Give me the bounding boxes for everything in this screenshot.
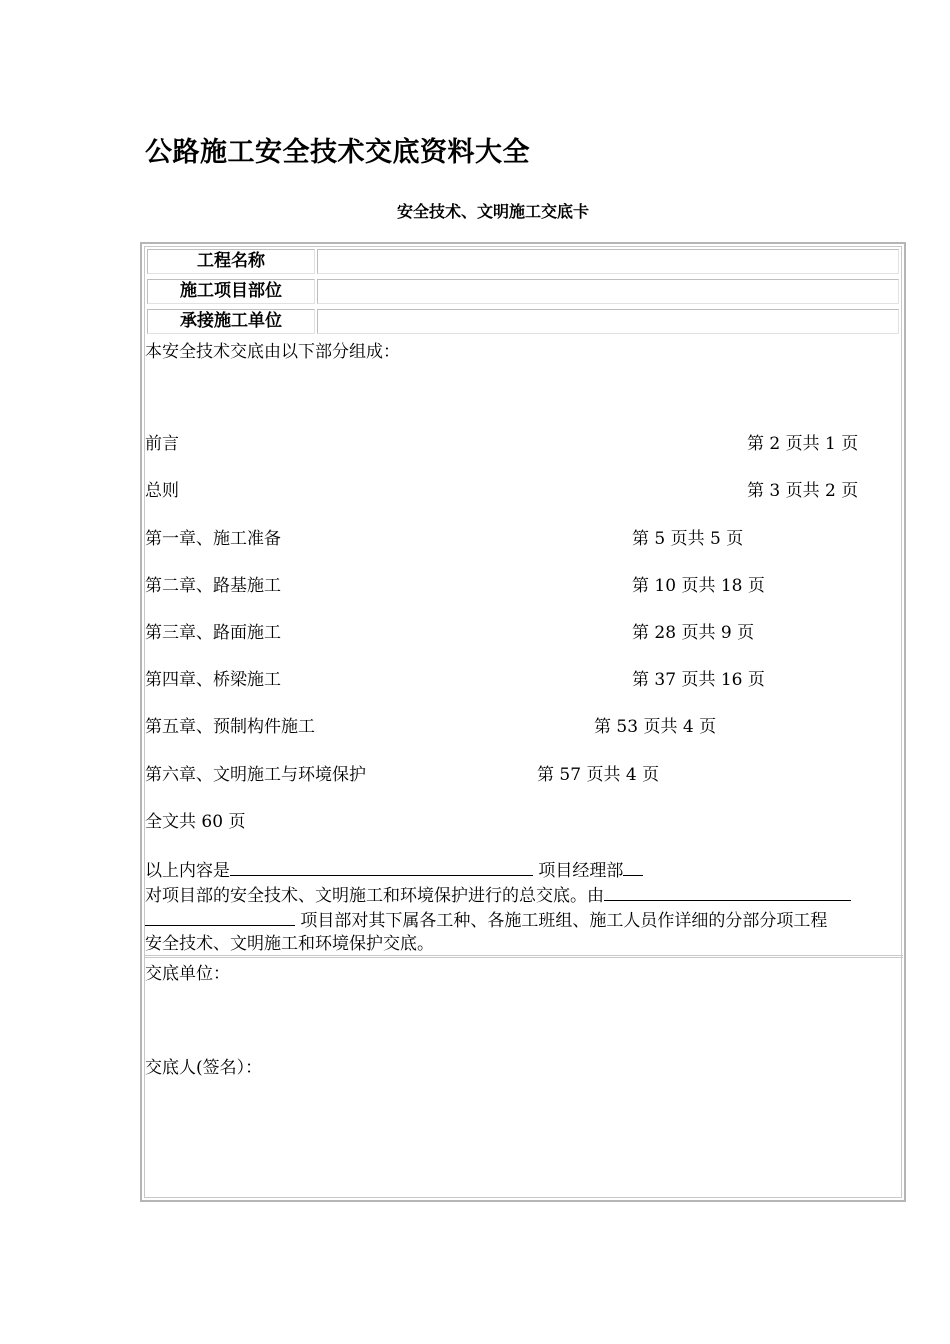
toc-item-name: 第三章、路面施工 — [145, 623, 281, 643]
signoff-unit-label: 交底单位： — [145, 964, 230, 984]
toc-item-name: 第一章、施工准备 — [145, 529, 281, 549]
blank-underline[interactable] — [230, 858, 533, 876]
toc-item-pages: 第 5 页共 5 页 — [632, 529, 744, 549]
toc-item-name: 第四章、桥梁施工 — [145, 670, 281, 690]
statement-suffix: 项目经理部 — [538, 861, 624, 881]
toc-item-name: 第五章、预制构件施工 — [145, 717, 315, 737]
info-label: 工程名称 — [147, 249, 315, 274]
statement-line-1 — [145, 858, 643, 882]
toc-item-pages: 第 10 页共 18 页 — [632, 576, 765, 596]
info-label: 承接施工单位 — [147, 309, 315, 334]
statement-prefix: 以上内容是 — [145, 861, 230, 881]
document-title: 公路施工安全技术交底资料大全 — [145, 137, 530, 168]
toc-item-name: 总则 — [145, 481, 179, 501]
toc-item-name: 第二章、路基施工 — [145, 576, 281, 596]
info-row-project-name — [147, 249, 899, 274]
contents-intro: 本安全技术交底由以下部分组成： — [145, 342, 400, 362]
statement-text: 对项目部的安全技术、文明施工和环境保护进行的总交底。由 — [145, 886, 604, 906]
toc-item-pages: 第 53 页共 4 页 — [594, 717, 717, 737]
toc-item-name: 第六章、文明施工与环境保护 — [145, 765, 366, 785]
info-value-field[interactable] — [317, 249, 899, 274]
info-row-project-part — [147, 279, 899, 304]
info-value-field[interactable] — [317, 279, 899, 304]
toc-item-pages: 第 3 页共 2 页 — [747, 481, 859, 501]
statement-line-4: 安全技术、文明施工和环境保护交底。 — [145, 934, 434, 954]
blank-underline[interactable] — [623, 858, 643, 876]
info-label: 施工项目部位 — [147, 279, 315, 304]
blank-underline[interactable] — [604, 883, 851, 901]
signoff-person-label: 交底人(签名）： — [145, 1058, 263, 1078]
info-row-contractor — [147, 309, 899, 334]
statement-text: 项目部对其下属各工种、各施工班组、施工人员作详细的分部分项工程 — [300, 911, 828, 931]
blank-underline[interactable] — [145, 908, 295, 926]
statement-line-2 — [145, 883, 851, 907]
contents-total: 全文共 60 页 — [145, 812, 246, 832]
card-title: 安全技术、文明施工交底卡 — [396, 202, 589, 221]
toc-item-name: 前言 — [145, 434, 179, 454]
info-value-field[interactable] — [317, 309, 899, 334]
toc-item-pages: 第 2 页共 1 页 — [747, 434, 859, 454]
toc-item-pages: 第 57 页共 4 页 — [537, 765, 660, 785]
toc-item-pages: 第 37 页共 16 页 — [632, 670, 765, 690]
section-divider — [145, 955, 903, 958]
toc-item-pages: 第 28 页共 9 页 — [632, 623, 755, 643]
statement-line-3 — [145, 908, 827, 932]
